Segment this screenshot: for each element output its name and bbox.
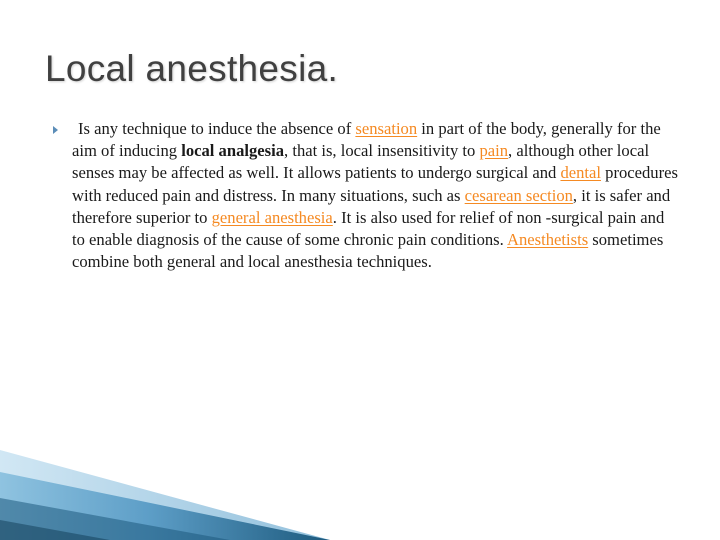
paragraph-text: . It is also used for relief of non -surgical pain and to enable diagnosis of the cause of some chronic pain conditions.	[72, 207, 665, 250]
triangle-right-icon	[53, 126, 58, 134]
paragraph-text: , although other local senses may be affected as well. It allows patients to undergo surgical and	[72, 141, 650, 183]
paragraph-text: sometimes combine both general and local anesthesia techniques.	[72, 230, 664, 272]
paragraph-text: Is any technique to induce the absence of	[78, 119, 356, 138]
link-anesthetists[interactable]: Anesthetists	[507, 230, 589, 250]
slide-title: Local anesthesia.	[45, 48, 339, 89]
link-sensation[interactable]: sensation	[355, 119, 418, 138]
paragraph-text: , that is, local insensitivity to	[284, 141, 480, 161]
link-dental[interactable]: dental	[560, 163, 602, 183]
paragraph-text: in part of the body, generally for the aim of inducing	[72, 119, 661, 161]
link-general-anesthesia[interactable]: general anesthesia	[211, 207, 333, 227]
paragraph-text: , it is safer and therefore superior to	[72, 185, 671, 227]
paragraph-text: procedures with reduced pain and distress. In many situations, such as	[72, 163, 678, 205]
bullet-item	[50, 118, 680, 273]
link-pain[interactable]: pain	[479, 141, 509, 161]
bold-term-local-analgesia: local analgesia	[181, 141, 285, 161]
link-cesarean-section[interactable]: cesarean section	[464, 185, 573, 205]
blue-swoosh-decoration	[0, 450, 330, 540]
bullet-paragraph	[50, 118, 680, 273]
